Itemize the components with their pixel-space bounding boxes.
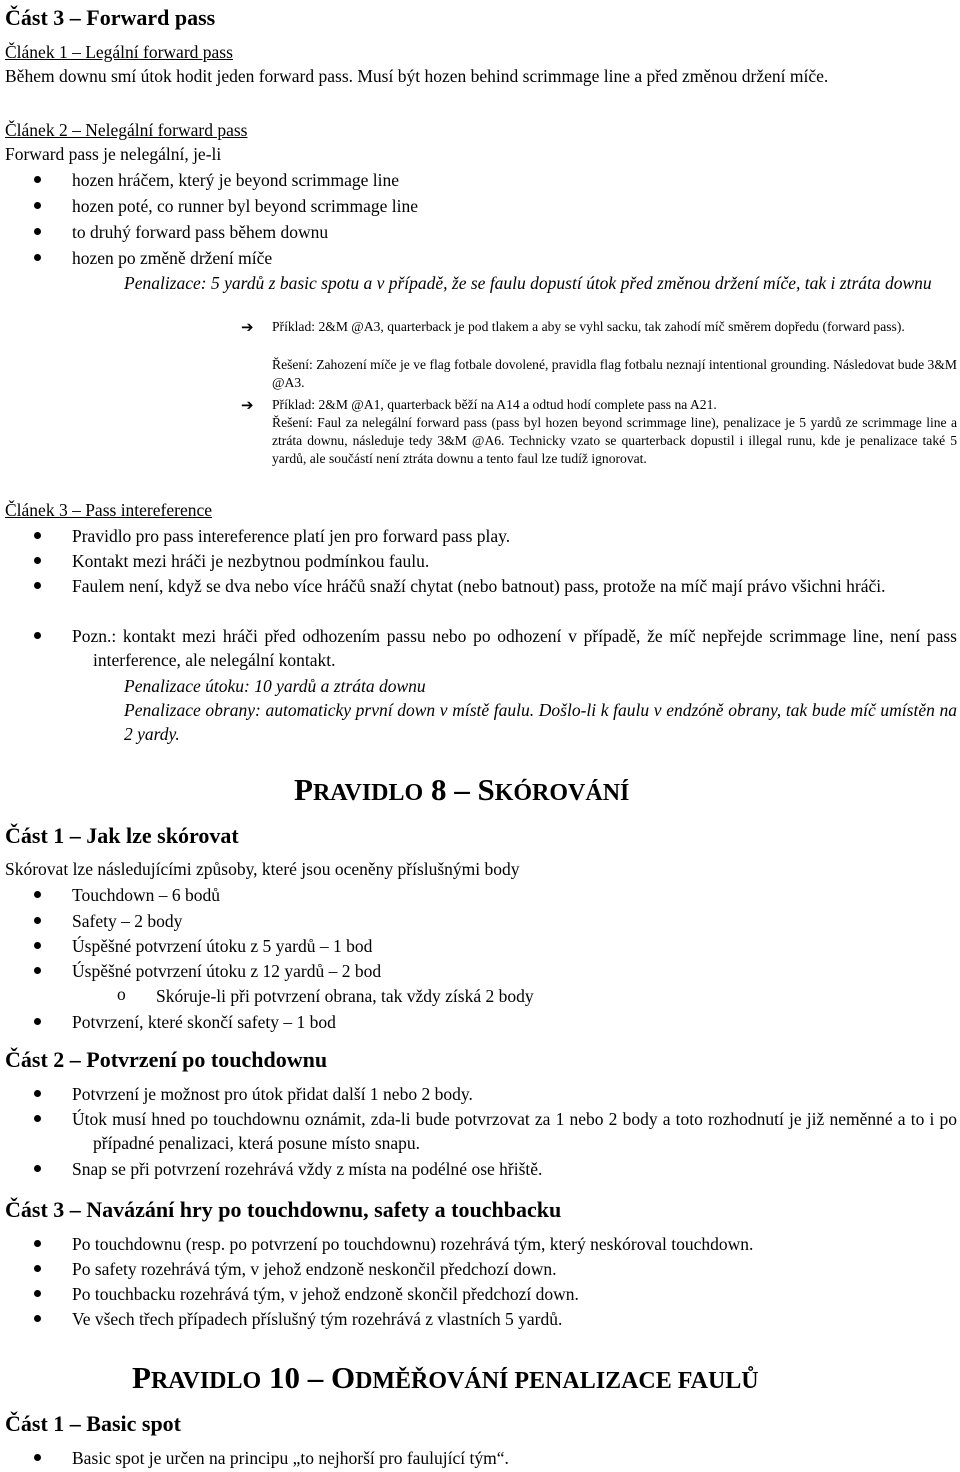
bullet-icon	[34, 557, 41, 564]
article1-heading: Článek 1 – Legální forward pass	[5, 42, 233, 62]
article2-intro: Forward pass je nelegální, je-li	[5, 144, 222, 164]
bullet-icon	[34, 1265, 41, 1272]
rule8-part3-heading: Část 3 – Navázání hry po touchdownu, safety a touchbacku	[5, 1197, 562, 1222]
article3-heading: Článek 3 – Pass intereference	[5, 500, 213, 520]
list-item: hozen po změně držení míče	[72, 248, 273, 268]
rule10-title: PRAVIDLO 10 – ODMĚŘOVÁNÍ PENALIZACE FAULŮ	[132, 1360, 759, 1395]
list-item: Útok musí hned po touchdownu oznámit, zda-li bude potvrzovat za 1 nebo 2 body a toto rozhodnutí je již neměnné a to i po případné penalizaci, která posune místo snapu.	[72, 1109, 957, 1153]
bullet-icon	[34, 917, 41, 924]
bullet-icon	[34, 632, 41, 639]
sub-list-item: Skóruje-li při potvrzení obrana, tak vždy získá 2 body	[156, 986, 534, 1006]
bullet-icon	[34, 1240, 41, 1247]
list-item: Pravidlo pro pass intereference platí jen pro forward pass play.	[72, 526, 511, 546]
article2-penalty: Penalizace: 5 yardů z basic spotu a v případě, že se faulu dopustí útok před změnou držení míče, tak i ztráta downu	[124, 273, 932, 293]
defense-penalty: Penalizace obrany: automaticky první down v místě faulu. Došlo-li k faulu v endzóně obrany, tak bude míč umístěn na 2 yardy.	[124, 700, 957, 744]
list-item: hozen poté, co runner byl beyond scrimmage line	[72, 196, 419, 216]
list-item: Touchdown – 6 bodů	[72, 885, 220, 905]
rule8-part1-intro: Skórovat lze následujícími způsoby, které jsou oceněny příslušnými body	[5, 859, 520, 879]
rule8-part1-heading: Část 1 – Jak lze skórovat	[5, 823, 239, 848]
bullet-icon	[34, 202, 41, 209]
bullet-icon	[34, 1018, 41, 1025]
list-item: Faulem není, když se dva nebo více hráčů snaží chytat (nebo batnout) pass, protože na míč mají právo všichni hráči.	[72, 576, 886, 596]
list-item: Úspěšné potvrzení útoku z 5 yardů – 1 bod	[72, 936, 373, 956]
sub-bullet-marker: o	[117, 984, 126, 1004]
bullet-icon	[34, 942, 41, 949]
article1-text: Během downu smí útok hodit jeden forward pass. Musí být hozen behind scrimmage line a před změnou držení míče.	[5, 66, 829, 86]
bullet-icon	[34, 1090, 41, 1097]
rule8-part2-heading: Část 2 – Potvrzení po touchdownu	[5, 1047, 328, 1072]
offense-penalty: Penalizace útoku: 10 yardů a ztráta downu	[124, 676, 426, 696]
bullet-icon	[34, 176, 41, 183]
bullet-icon	[34, 891, 41, 898]
bullet-icon	[34, 1115, 41, 1122]
bullet-icon	[34, 1315, 41, 1322]
list-item: Potvrzení, které skončí safety – 1 bod	[72, 1012, 336, 1032]
list-item: Po safety rozehrává tým, v jehož endzoně neskončil předchozí down.	[72, 1259, 557, 1279]
example-question: Příklad: 2&M @A1, quarterback běží na A14 a odtud hodí complete pass na A21.	[272, 397, 717, 412]
list-item: Ve všech třech případech příslušný tým rozehrává z vlastních 5 yardů.	[72, 1309, 563, 1329]
list-item: Snap se při potvrzení rozehrává vždy z místa na podélné ose hřiště.	[72, 1159, 543, 1179]
rule8-title: PRAVIDLO 8 – SKÓROVÁNÍ	[294, 772, 630, 807]
bullet-icon	[34, 1165, 41, 1172]
part3-heading: Část 3 – Forward pass	[5, 5, 216, 30]
article2-heading: Článek 2 – Nelegální forward pass	[5, 120, 248, 140]
list-item: Po touchdownu (resp. po potvrzení po touchdownu) rozehrává tým, který neskóroval touchdown.	[72, 1234, 754, 1254]
arrow-right-icon: ➔	[241, 318, 254, 336]
bullet-icon	[34, 967, 41, 974]
list-item: Kontakt mezi hráči je nezbytnou podmínkou faulu.	[72, 551, 430, 571]
list-item: Basic spot je určen na principu „to nejhorší pro faulující tým“.	[72, 1448, 509, 1468]
example-question: Příklad: 2&M @A3, quarterback je pod tlakem a aby se vyhl sacku, tak zahodí míč směrem dopředu (forward pass).	[272, 319, 905, 334]
example-answer: Řešení: Faul za nelegální forward pass (pass byl hozen beyond scrimmage line), penalizace je 5 yardů ze scrimmage line a ztráta downu, následuje tedy 3&M @A6. Technicky vzato se quarterback dopustil i illegal runu, kde je penalizace také 5 yardů, ale součástí není ztráta downu a tento faul lze tudíž ignorovat.	[272, 415, 957, 466]
bullet-icon	[34, 1290, 41, 1297]
bullet-icon	[34, 254, 41, 261]
list-item: Úspěšné potvrzení útoku z 12 yardů – 2 bod	[72, 961, 382, 981]
list-item: Potvrzení je možnost pro útok přidat další 1 nebo 2 body.	[72, 1084, 473, 1104]
bullet-icon	[34, 228, 41, 235]
bullet-icon	[34, 582, 41, 589]
list-item: Po touchbacku rozehrává tým, v jehož endzoně skončil předchozí down.	[72, 1284, 579, 1304]
rule10-part1-heading: Část 1 – Basic spot	[5, 1411, 182, 1436]
arrow-right-icon: ➔	[241, 396, 254, 414]
bullet-icon	[34, 1454, 41, 1461]
list-item: hozen hráčem, který je beyond scrimmage line	[72, 170, 400, 190]
list-item: Safety – 2 body	[72, 911, 183, 931]
bullet-icon	[34, 532, 41, 539]
example-answer: Řešení: Zahození míče je ve flag fotbale dovolené, pravidla flag fotbalu neznají intentional grounding. Následovat bude 3&M @A3.	[272, 357, 957, 390]
list-item: Pozn.: kontakt mezi hráči před odhozením passu nebo po odhození v případě, že míč nepřejde scrimmage line, není pass interference, ale nelegální kontakt.	[72, 626, 957, 670]
list-item: to druhý forward pass během downu	[72, 222, 329, 242]
